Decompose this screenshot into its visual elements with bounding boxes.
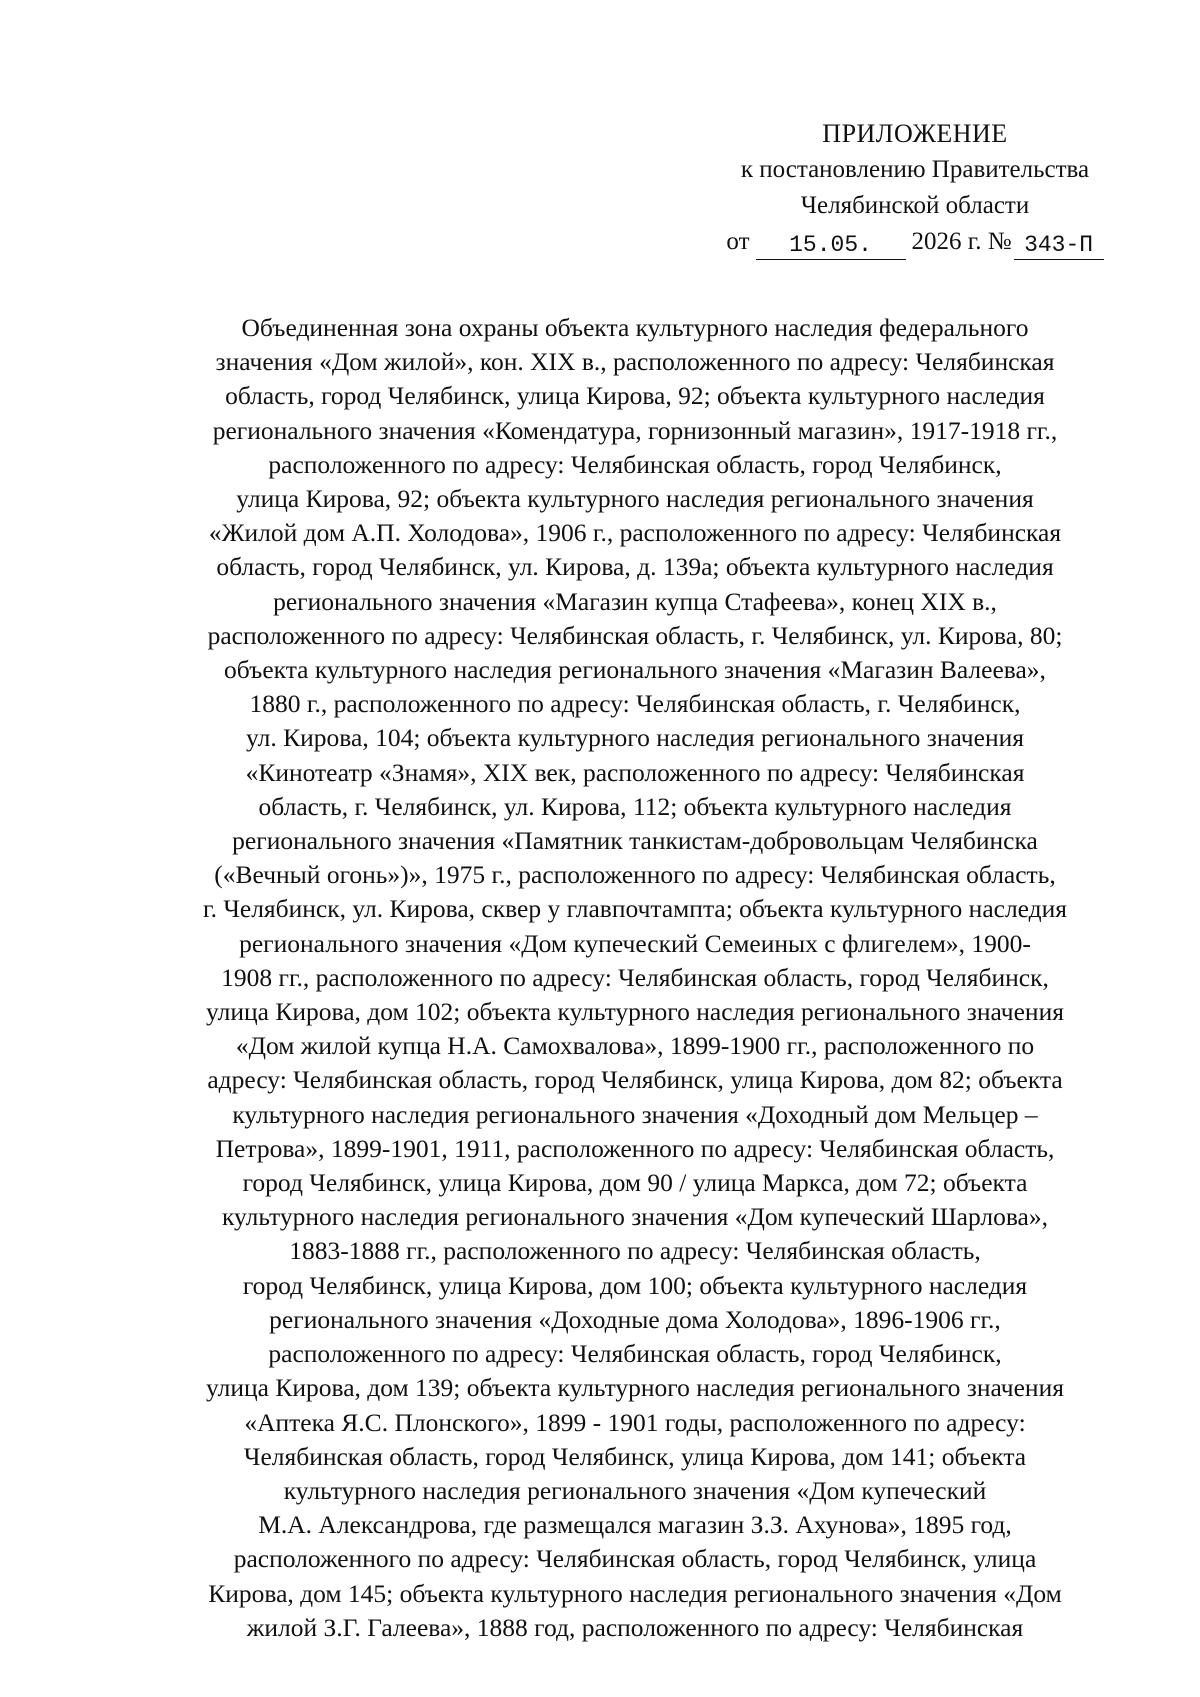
body-line: улица Кирова, 92; объекта культурного наследия регионального значения	[236, 484, 1034, 514]
body-line: жилой З.Г. Галеева», 1888 год, расположенного по адресу: Челябинская	[246, 1612, 1024, 1642]
body-line: город Челябинск, улица Кирова, дом 90 / улица Маркса, дом 72; объекта	[242, 1168, 1028, 1198]
body-line: область, город Челябинск, улица Кирова, 92; объекта культурного наследия	[225, 381, 1045, 411]
body-line: культурного наследия регионального значения «Дом купеческий Шарлова»,	[221, 1202, 1049, 1232]
body-line: Объединенная зона охраны объекта культурного наследия федерального	[241, 313, 1029, 342]
body-line: регионального значения «Магазин купца Стафеева», конец XIX в.,	[273, 586, 997, 616]
body-line: область, г. Челябинск, ул. Кирова, 112; объекта культурного наследия	[258, 791, 1012, 821]
appendix-date-row	[700, 224, 1130, 260]
appendix-title: ПРИЛОЖЕНИЕ	[822, 119, 1008, 148]
body-line: «Дом жилой купца Н.А. Самохвалова», 1899-1900 гг., расположенного по	[235, 1031, 1035, 1061]
body-line: («Вечный огонь»)», 1975 г., расположенного по адресу: Челябинская область,	[214, 860, 1056, 890]
body-line: расположенного по адресу: Челябинская область, город Челябинск, улица	[233, 1544, 1037, 1574]
body-line: расположенного по адресу: Челябинская область, город Челябинск,	[268, 449, 1002, 479]
body-line: значения «Дом жилой», кон. XIX в., расположенного по адресу: Челябинская	[215, 347, 1055, 377]
appendix-region-line: Челябинской области	[800, 192, 1030, 219]
body-line: 1908 гг., расположенного по адресу: Челябинская область, город Челябинск,	[221, 962, 1049, 992]
body-line: культурного наследия регионального значения «Дом купеческий	[283, 1475, 987, 1505]
body-line: «Жилой дом А.П. Холодова», 1906 г., расположенного по адресу: Челябинская	[208, 518, 1062, 548]
resolution-year: 2026 г. №	[911, 228, 1012, 255]
body-line: «Аптека Я.С. Плонского», 1899 - 1901 годы, расположенного по адресу:	[244, 1407, 1026, 1437]
body-line: Челябинская область, город Челябинск, улица Кирова, дом 141; объекта	[243, 1441, 1027, 1471]
body-line: регионального значения «Дом купеческий Семеиных с флигелем», 1900-	[239, 928, 1031, 958]
body-line: Кирова, дом 145; объекта культурного наследия регионального значения «Дом	[208, 1578, 1062, 1608]
appendix-resolution-line: к постановлению Правительства	[740, 156, 1090, 183]
body-line: область, город Челябинск, ул. Кирова, д. 139а; объекта культурного наследия	[216, 552, 1054, 582]
resolution-date: 15.05.	[756, 231, 906, 260]
body-line: адресу: Челябинская область, город Челябинск, улица Кирова, дом 82; объекта	[207, 1065, 1063, 1095]
body-line: улица Кирова, дом 102; объекта культурного наследия регионального значения	[206, 997, 1064, 1027]
body-line: регионального значения «Комендатура, горнизонный магазин», 1917-1918 гг.,	[212, 415, 1058, 445]
body-line: культурного наследия регионального значения «Доходный дом Мельцер –	[232, 1099, 1038, 1129]
document-body	[140, 311, 1130, 1645]
body-line: объекта культурного наследия регионального значения «Магазин Валеева»,	[224, 655, 1046, 685]
body-line: г. Челябинск, ул. Кирова, сквер у главпочтампта; объекта культурного наследия	[202, 894, 1068, 924]
from-label: от	[726, 228, 750, 255]
body-line: ул. Кирова, 104; объекта культурного наследия регионального значения	[246, 723, 1024, 753]
appendix-header	[700, 116, 1130, 260]
body-line: расположенного по адресу: Челябинская область, г. Челябинск, ул. Кирова, 80;	[207, 620, 1063, 650]
body-line: «Кинотеатр «Знамя», XIX век, расположенного по адресу: Челябинская	[245, 757, 1025, 787]
body-line: расположенного по адресу: Челябинская область, город Челябинск,	[268, 1339, 1002, 1369]
body-line: улица Кирова, дом 139; объекта культурного наследия регионального значения	[206, 1373, 1064, 1403]
body-line: М.А. Александрова, где размещался магазин З.З. Ахунова», 1895 год,	[258, 1510, 1012, 1540]
body-line: Петрова», 1899-1901, 1911, расположенного по адресу: Челябинская область,	[215, 1133, 1055, 1163]
body-line: 1880 г., расположенного по адресу: Челябинская область, г. Челябинск,	[249, 689, 1021, 719]
body-line: регионального значения «Памятник танкистам-добровольцам Челябинска	[232, 826, 1038, 856]
resolution-number: 343-П	[1014, 231, 1104, 260]
body-line: город Челябинск, улица Кирова, дом 100; объекта культурного наследия	[242, 1270, 1028, 1300]
body-line: 1883-1888 гг., расположенного по адресу: Челябинская область,	[289, 1236, 981, 1266]
body-line: регионального значения «Доходные дома Холодова», 1896-1906 гг.,	[269, 1304, 1001, 1334]
